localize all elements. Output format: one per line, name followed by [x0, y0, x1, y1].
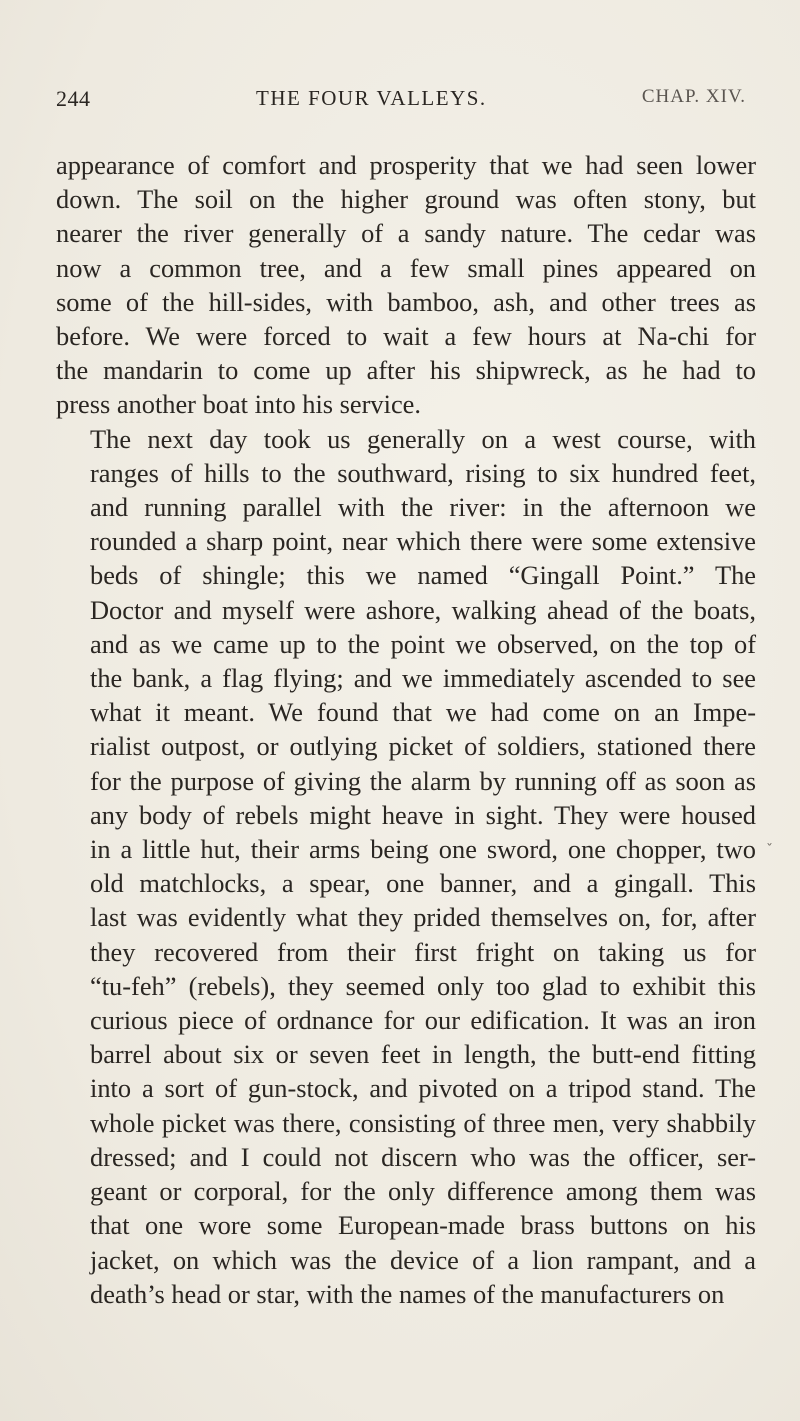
text-line: dressed; and I could not discern who was the officer, ser- [90, 1141, 756, 1172]
text-line: that one wore some European-made brass buttons on his [90, 1210, 756, 1241]
text-line: appearance of comfort and prosperity that we had seen lower [56, 150, 756, 180]
text-line: rialist outpost, or outlying picket of soldiers, stationed there [90, 731, 756, 762]
text-line: whole picket was there, consisting of three men, very shabbily [90, 1107, 756, 1138]
text-line: they recovered from their first fright on taking us for [90, 936, 756, 967]
text-line: some of the hill-sides, with bamboo, ash, and other trees as [56, 286, 756, 317]
text-line: beds of shingle; this we named “Gingall Point.” The [90, 560, 756, 591]
page-header [56, 86, 746, 122]
text-line: the mandarin to come up after his shipwreck, as he had to [56, 355, 756, 386]
text-line: press another boat into his service. [56, 389, 421, 420]
text-line: old matchlocks, a spear, one banner, and a gingall. This [90, 868, 756, 899]
text-line: nearer the river generally of a sandy nature. The cedar was [56, 218, 756, 249]
text-line: ranges of hills to the southward, rising to six hundred feet, [90, 457, 756, 488]
text-line: jacket, on which was the device of a lion rampant, and a [90, 1244, 756, 1275]
text-line: rounded a sharp point, near which there were some extensive [90, 526, 756, 557]
chapter-mark: CHAP. XIV. [641, 86, 746, 107]
text-line: Doctor and myself were ashore, walking ahead of the boats, [90, 594, 756, 625]
text-line: now a common tree, and a few small pines appeared on [56, 252, 756, 283]
text-line: death’s head or star, with the names of the manufacturers on [90, 1278, 725, 1309]
paragraph [56, 148, 756, 422]
text-line: “tu-feh” (rebels), they seemed only too glad to exhibit this [90, 970, 756, 1001]
text-line: last was evidently what they prided themselves on, for, after [90, 902, 756, 933]
text-line: any body of rebels might heave in sight. They were housed [90, 799, 756, 830]
text-line: in a little hut, their arms being one sword, one chopper, two [90, 834, 756, 865]
text-line: barrel about six or seven feet in length, the butt-end fitting [90, 1039, 756, 1070]
text-line: what it meant. We found that we had come on an Impe- [90, 697, 756, 728]
text-line: geant or corporal, for the only difference among them was [90, 1176, 756, 1207]
paragraph [56, 422, 756, 1311]
page-number: 244 [56, 86, 91, 111]
text-line: before. We were forced to wait a few hours at Na-chi for [56, 321, 756, 352]
text-line: and as we came up to the point we observed, on the top of [90, 628, 756, 659]
text-line: for the purpose of giving the alarm by running off as soon as [90, 765, 756, 796]
text-line: into a sort of gun-stock, and pivoted on a tripod stand. The [90, 1073, 756, 1104]
text-line: The next day took us generally on a west course, with [90, 423, 756, 454]
text-line: down. The soil on the higher ground was often stony, but [56, 184, 756, 215]
running-head: THE FOUR VALLEYS. [256, 86, 487, 110]
margin-mark: ˯ [766, 830, 773, 846]
text-line: and running parallel with the river: in the afternoon we [90, 492, 756, 523]
body-text [56, 148, 756, 1311]
text-line: curious piece of ordnance for our edification. It was an iron [90, 1005, 756, 1036]
text-line: the bank, a flag flying; and we immediately ascended to see [90, 663, 756, 694]
